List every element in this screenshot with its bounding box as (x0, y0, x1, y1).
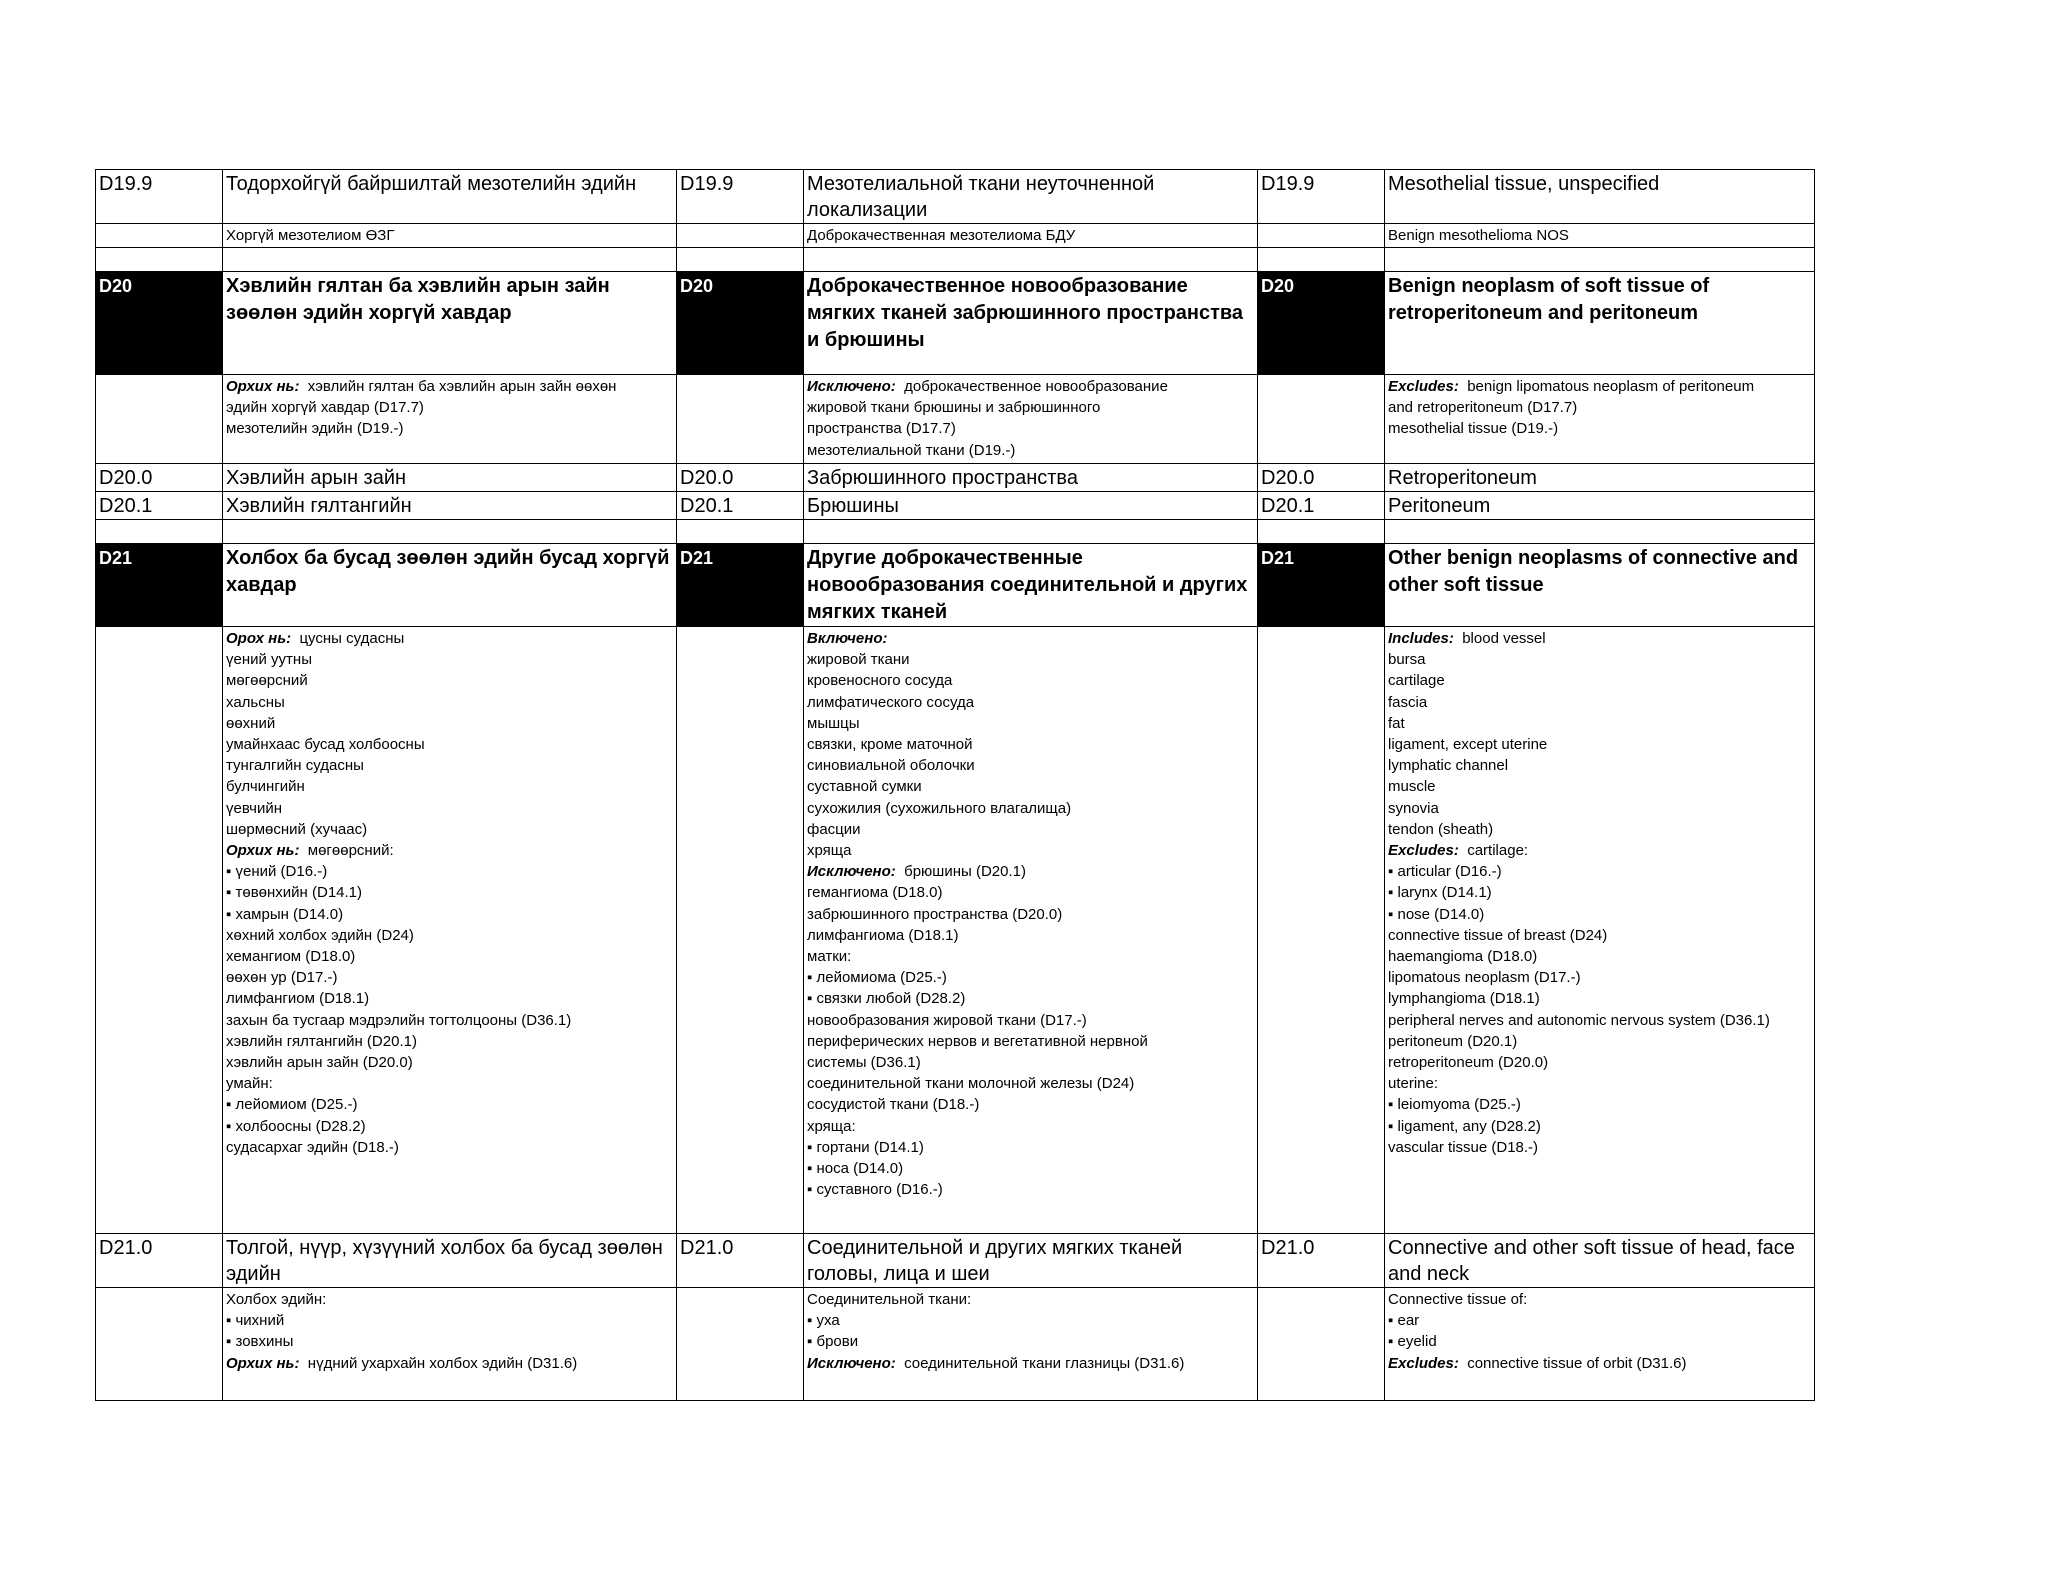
title-en: Other benign neoplasms of connective and other soft tissue (1385, 544, 1815, 627)
title-mn: Холбох ба бусад зөөлөн эдийн бусад хоргүй хавдар (223, 544, 677, 627)
note-en: Benign mesothelioma NOS (1385, 224, 1815, 248)
title-mn: Хэвлийн гялтангийн (223, 492, 677, 520)
code-mn: D21.0 (96, 1234, 223, 1288)
icd-code-table (95, 169, 1815, 1401)
code-en: D19.9 (1258, 170, 1385, 224)
title-mn: Хэвлийн арын зайн (223, 464, 677, 492)
excludes-mn: Орхих нь: хэвлийн гялтан ба хэвлийн арын зайн өөхөн эдийн хоргүй хавдар (D17.7) мезотелийн эдийн (D19.-) (223, 375, 677, 464)
note-ru: Доброкачественная мезотелиома БДУ (804, 224, 1258, 248)
spacer-row (96, 248, 1815, 272)
row-d19-9 (96, 170, 1815, 224)
title-ru: Соединительной и других мягких тканей головы, лица и шеи (804, 1234, 1258, 1288)
code-mn: D21 (96, 544, 223, 627)
code-mn: D20 (96, 272, 223, 375)
title-ru: Брюшины (804, 492, 1258, 520)
code-en: D21 (1258, 544, 1385, 627)
notes-mn: Орох нь: цусны судасны үений уутны мөгөөрсний хальсны өөхний умайнхаас бусад холбоосны тунгалгийн судасны булчингийн үевчийн шөрмөсний (хучаас) Орхих нь: мөгөөрсний: ▪ үений (D16.-) ▪ төвөнхийн (D14.1) ▪ хамрын (D14.0) хөхний холбох эдийн (D24) хемангиом (D18.0) өөхөн ур (D17.-) лимфангиом (D18.1) захын ба тусгаар мэдрэлийн тогтолцооны (D36.1) хэвлийн гялтангийн (D20.1) хэвлийн арын зайн (D20.0) умайн: ▪ лейомиом (D25.-) ▪ холбоосны (D28.2) судасархаг эдийн (D18.-) (223, 627, 677, 1234)
row-d20-heading (96, 272, 1815, 375)
title-en: Retroperitoneum (1385, 464, 1815, 492)
row-d21-0-notes (96, 1288, 1815, 1401)
code-en: D20 (1258, 272, 1385, 375)
code-ru: D21.0 (677, 1234, 804, 1288)
notes-en: Connective tissue of: ▪ ear ▪ eyelid Excludes: connective tissue of orbit (D31.6) (1385, 1288, 1815, 1401)
row-d20-1 (96, 492, 1815, 520)
row-d21-heading (96, 544, 1815, 627)
code-mn: D20.0 (96, 464, 223, 492)
title-en: Connective and other soft tissue of head, face and neck (1385, 1234, 1815, 1288)
code-en: D20.1 (1258, 492, 1385, 520)
notes-en: Includes: blood vessel bursa cartilage fascia fat ligament, except uterine lymphatic channel muscle synovia tendon (sheath) Excludes: cartilage: ▪ articular (D16.-) ▪ larynx (D14.1) ▪ nose (D14.0) connective tissue of breast (D24) haemangioma (D18.0) lipomatous neoplasm (D17.-) lymphangioma (D18.1) peripheral nerves and autonomic nervous system (D36.1) peritoneum (D20.1) retroperitoneum (D20.0) uterine: ▪ leiomyoma (D25.-) ▪ ligament, any (D28.2) vascular tissue (D18.-) (1385, 627, 1815, 1234)
code-en: D21.0 (1258, 1234, 1385, 1288)
row-d19-9-note (96, 224, 1815, 248)
title-mn: Хэвлийн гялтан ба хэвлийн арын зайн зөөлөн эдийн хоргүй хавдар (223, 272, 677, 375)
title-ru: Забрюшинного пространства (804, 464, 1258, 492)
notes-mn: Холбох эдийн: ▪ чихний ▪ зовхины Орхих нь: нүдний ухархайн холбох эдийн (D31.6) (223, 1288, 677, 1401)
code-ru: D19.9 (677, 170, 804, 224)
title-en: Mesothelial tissue, unspecified (1385, 170, 1815, 224)
title-ru: Доброкачественное новообразование мягких тканей забрюшинного пространства и брюшины (804, 272, 1258, 375)
code-mn: D20.1 (96, 492, 223, 520)
title-ru: Другие доброкачественные новообразования соединительной и других мягких тканей (804, 544, 1258, 627)
title-en: Benign neoplasm of soft tissue of retroperitoneum and peritoneum (1385, 272, 1815, 375)
spacer-row (96, 520, 1815, 544)
excludes-en: Excludes: benign lipomatous neoplasm of peritoneum and retroperitoneum (D17.7) mesothelial tissue (D19.-) (1385, 375, 1815, 464)
code-ru: D21 (677, 544, 804, 627)
code-en: D20.0 (1258, 464, 1385, 492)
code-ru: D20 (677, 272, 804, 375)
code-mn: D19.9 (96, 170, 223, 224)
row-d21-0 (96, 1234, 1815, 1288)
title-en: Peritoneum (1385, 492, 1815, 520)
row-d20-excludes (96, 375, 1815, 464)
excludes-ru: Исключено: доброкачественное новообразование жировой ткани брюшины и забрюшинного пространства (D17.7) мезотелиальной ткани (D19.-) (804, 375, 1258, 464)
title-ru: Мезотелиальной ткани неуточненной локализации (804, 170, 1258, 224)
title-mn: Тодорхойгүй байршилтай мезотелийн эдийн (223, 170, 677, 224)
note-mn: Хоргүй мезотелиом ӨЗГ (223, 224, 677, 248)
notes-ru: Соединительной ткани: ▪ уха ▪ брови Исключено: соединительной ткани глазницы (D31.6) (804, 1288, 1258, 1401)
row-d20-0 (96, 464, 1815, 492)
code-ru: D20.0 (677, 464, 804, 492)
title-mn: Толгой, нүүр, хүзүүний холбох ба бусад зөөлөн эдийн (223, 1234, 677, 1288)
notes-ru: Включено: жировой ткани кровеносного сосуда лимфатического сосуда мышцы связки, кроме маточной синовиальной оболочки суставной сумки сухожилия (сухожильного влагалища) фасции хряща Исключено: брюшины (D20.1) гемангиома (D18.0) забрюшинного пространства (D20.0) лимфангиома (D18.1) матки: ▪ лейомиома (D25.-) ▪ связки любой (D28.2) новообразования жировой ткани (D17.-) периферических нервов и вегетативной нервной системы (D36.1) соединительной ткани молочной железы (D24) сосудистой ткани (D18.-) хряща: ▪ гортани (D14.1) ▪ носа (D14.0) ▪ суставного (D16.-) (804, 627, 1258, 1234)
row-d21-includes-excludes (96, 627, 1815, 1234)
code-ru: D20.1 (677, 492, 804, 520)
